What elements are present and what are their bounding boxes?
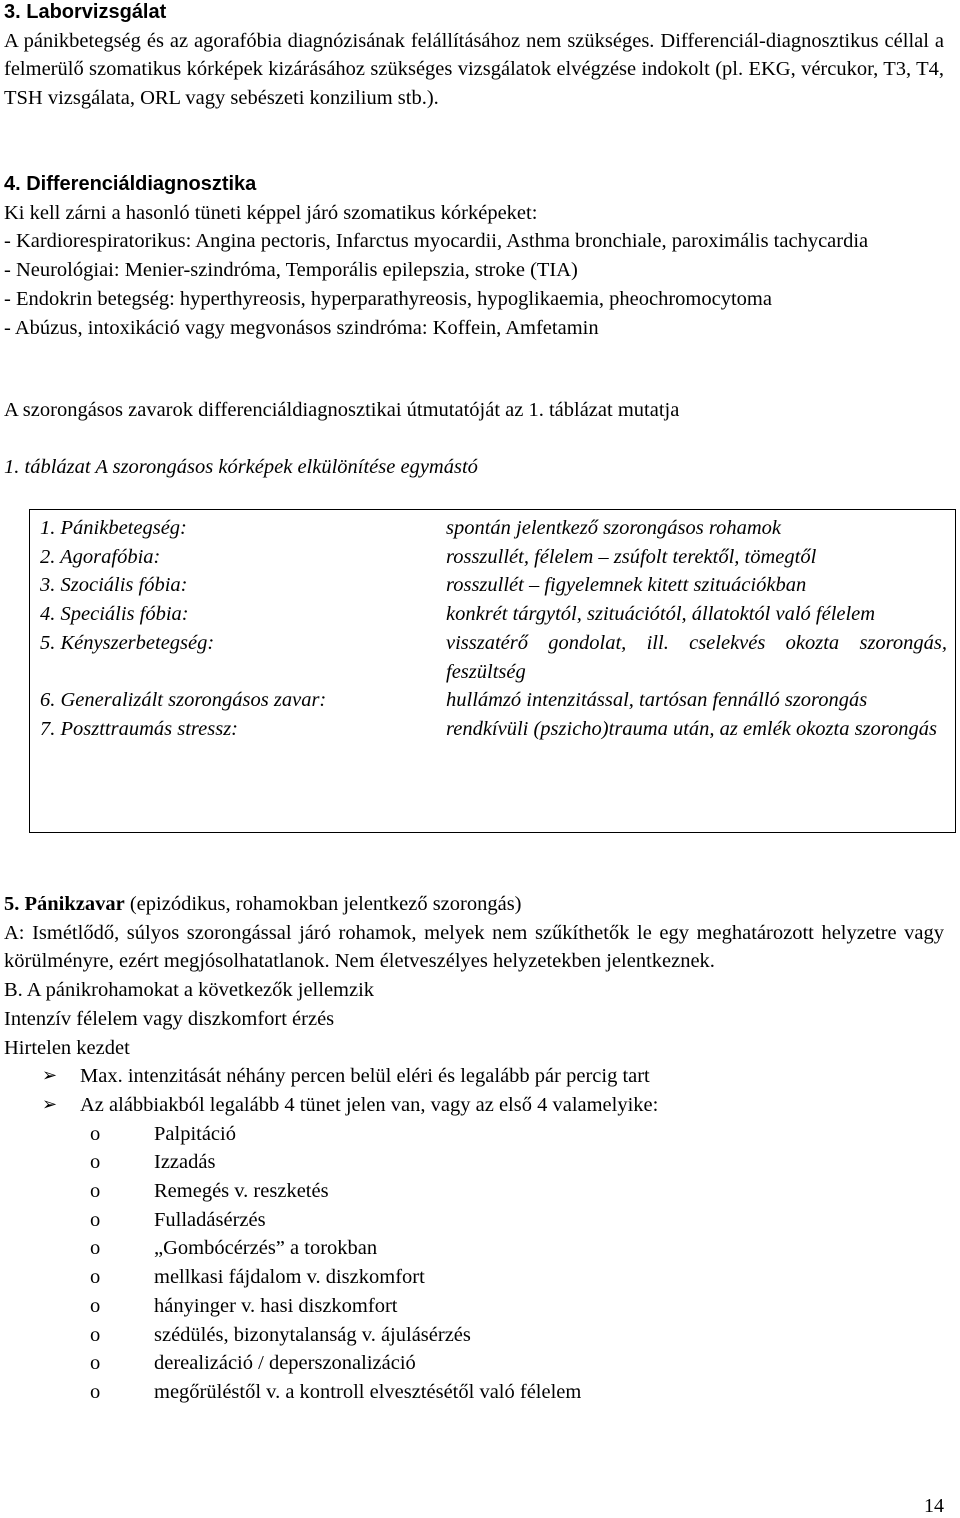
table-row-label: 2. Agorafóbia:	[40, 545, 161, 568]
circle-bullet-icon: o	[90, 1151, 101, 1174]
section-4-item: - Kardiorespiratorikus: Angina pectoris, Infarctus myocardii, Asthma bronchiale, paroximális tachycardia	[4, 230, 869, 253]
list-item	[4, 1091, 944, 1120]
list-item	[4, 1062, 944, 1091]
list-item-text: megőrüléstől v. a kontroll elvesztésétől való félelem	[154, 1380, 582, 1403]
list-item-text: mellkasi fájdalom v. diszkomfort	[154, 1266, 425, 1289]
list-item-text: Palpitáció	[154, 1122, 236, 1145]
table-row-desc: hullámzó intenzitással, tartósan fennálló szorongás	[446, 689, 868, 712]
section-laborvizsgalat	[4, 0, 944, 113]
table-row	[40, 715, 947, 744]
arrow-list	[4, 1062, 944, 1119]
circle-bullet-icon: o	[90, 1266, 101, 1289]
table-row-desc: spontán jelentkező szorongásos rohamok	[446, 517, 782, 539]
section-3-text: A pánikbetegség és az agorafóbia diagnózisának felállításához nem szükséges. Differenciál-diagnosztikus céllal a felmerülő szomatikus kórképek kizárásához szükséges vizsgálatok elvégzése indokolt (pl. EKG, vércukor, T3, T4, TSH vizsgálata, ORL vagy sebészeti konzilium stb.).	[4, 29, 944, 110]
circle-bullet-icon: o	[90, 1208, 101, 1231]
list-item-text: derealizáció / deperszonalizáció	[154, 1352, 416, 1375]
section-4-item: - Neurológiai: Menier-szindróma, Temporális epilepszia, stroke (TIA)	[4, 259, 578, 282]
list-item	[4, 1234, 944, 1263]
section-4-item: - Abúzus, intoxikáció vagy megvonásos szindróma: Koffein, Amfetamin	[4, 316, 599, 339]
list-item	[4, 1378, 944, 1407]
table-row-label: 4. Speciális fóbia:	[40, 603, 189, 626]
circle-bullet-icon: o	[90, 1122, 101, 1145]
list-item	[4, 1349, 944, 1378]
list-item	[4, 1292, 944, 1321]
list-item-text: Izzadás	[154, 1151, 216, 1174]
symptom-list	[4, 1120, 944, 1407]
table-row	[40, 514, 947, 543]
table-row-desc: visszatérő gondolat, ill. cselekvés okozta szorongás, feszültség	[446, 631, 947, 683]
section-5-line-d: Hirtelen kezdet	[4, 1036, 130, 1059]
section-3-title: 3. Laborvizsgálat	[4, 1, 167, 23]
section-5-line-c: Intenzív félelem vagy diszkomfort érzés	[4, 1007, 335, 1030]
list-item	[4, 1206, 944, 1235]
table-row-label: 5. Kényszerbetegség:	[40, 631, 215, 654]
list-item-text: Remegés v. reszketés	[154, 1180, 329, 1203]
table-row-desc: rendkívüli (pszicho)trauma után, az emlék okozta szorongás	[446, 717, 937, 740]
table-row	[40, 629, 947, 686]
table-row-desc: konkrét tárgytól, szituációtól, állatoktól való félelem	[446, 603, 876, 626]
table-row-label: 7. Poszttraumás stressz:	[40, 717, 239, 740]
circle-bullet-icon: o	[90, 1380, 101, 1403]
table-row-label: 3. Szociális fóbia:	[40, 574, 188, 597]
circle-bullet-icon: o	[90, 1323, 101, 1346]
section-4-item: - Endokrin betegség: hyperthyreosis, hyperparathyreosis, hypoglikaemia, pheochromocytoma	[4, 287, 772, 310]
list-item-text: Fulladásérzés	[154, 1208, 266, 1231]
list-item	[4, 1148, 944, 1177]
section-5-title	[4, 890, 944, 919]
list-item-text: Az alábbiakból legalább 4 tünet jelen van, vagy az első 4 valamelyike:	[80, 1093, 659, 1116]
list-item	[4, 1263, 944, 1292]
table-row	[40, 686, 947, 715]
section-5-title-bold: 5. Pánikzavar	[4, 893, 125, 915]
circle-bullet-icon: o	[90, 1237, 101, 1260]
arrow-bullet-icon: ➢	[42, 1065, 58, 1087]
differential-table	[29, 509, 956, 833]
section-4-intro: Ki kell zárni a hasonló tüneti képpel járó szomatikus kórképeket:	[4, 201, 538, 224]
table-row-desc: rosszullét – figyelemnek kitett szituációkban	[446, 574, 807, 597]
table-row-desc: rosszullét, félelem – zsúfolt terektől, tömegtől	[446, 545, 817, 568]
section-panikzavar	[4, 890, 944, 1407]
list-item-text: szédülés, bizonytalanság v. ájulásérzés	[154, 1323, 471, 1346]
list-item	[4, 1321, 944, 1350]
table-row	[40, 543, 947, 572]
table-row-label: 1. Pánikbetegség:	[40, 517, 187, 539]
circle-bullet-icon: o	[90, 1180, 101, 1203]
table-caption: 1. táblázat A szorongásos kórképek elkülönítése egymástó	[4, 456, 478, 478]
table-row	[40, 571, 947, 600]
table-intro: A szorongásos zavarok differenciáldiagnosztikai útmutatóját az 1. táblázat mutatja	[4, 399, 680, 421]
list-item	[4, 1120, 944, 1149]
list-item-text: Max. intenzitását néhány percen belül eléri és legalább pár percig tart	[80, 1065, 650, 1088]
section-differencialdiagnosztika	[4, 170, 944, 342]
list-item	[4, 1177, 944, 1206]
page-number: 14	[924, 1495, 944, 1517]
table-row	[40, 600, 947, 629]
list-item-text: „Gombócérzés” a torokban	[154, 1237, 378, 1260]
list-item-text: hányinger v. hasi diszkomfort	[154, 1294, 398, 1317]
section-5-title-rest: (epizódikus, rohamokban jelentkező szorongás)	[124, 893, 522, 915]
section-4-title: 4. Differenciáldiagnosztika	[4, 173, 257, 195]
section-5-para-a: A: Ismétlődő, súlyos szorongással járó rohamok, melyek nem szűkíthetők le egy meghatározott helyzetre vagy körülményre, ezért megjósolhatatlanok. Nem életveszélyes helyzetekben jelentkeznek.	[4, 921, 944, 973]
section-5-line-b: B. A pánikrohamokat a következők jellemzik	[4, 979, 375, 1002]
circle-bullet-icon: o	[90, 1294, 101, 1317]
table-row-label: 6. Generalizált szorongásos zavar:	[40, 689, 327, 712]
arrow-bullet-icon: ➢	[42, 1093, 58, 1115]
circle-bullet-icon: o	[90, 1352, 101, 1375]
